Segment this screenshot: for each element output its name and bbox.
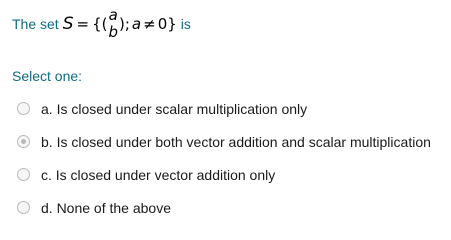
option-c-label[interactable]: c. Is closed under vector addition only: [41, 166, 276, 183]
vector-top-entry: a: [108, 6, 118, 24]
radio-button-a[interactable]: [17, 102, 30, 115]
question-suffix: is: [180, 16, 191, 32]
select-one-label: Select one:: [12, 68, 83, 84]
option-a[interactable]: [17, 92, 431, 125]
option-c[interactable]: [17, 158, 431, 191]
equals-sign: =: [76, 15, 90, 33]
condition-variable: a: [131, 15, 142, 33]
radio-button-b[interactable]: [17, 135, 30, 148]
option-d-label[interactable]: d. None of the above: [41, 199, 171, 216]
column-vector: [108, 8, 118, 40]
set-variable: S: [62, 14, 74, 34]
radio-button-c[interactable]: [17, 168, 30, 181]
set-condition: [132, 15, 177, 33]
option-b-label[interactable]: b. Is closed under both vector addition and scalar multiplication: [41, 133, 431, 150]
option-a-label[interactable]: a. Is closed under scalar multiplication only: [41, 100, 308, 117]
option-d[interactable]: [17, 191, 431, 224]
radio-button-d[interactable]: [17, 201, 30, 214]
condition-value: 0}: [157, 15, 177, 33]
set-close-paren: );: [119, 15, 130, 33]
vector-bottom-entry: b: [108, 23, 119, 41]
option-b[interactable]: [17, 125, 431, 158]
question-text: [12, 2, 191, 46]
set-open-brace: {(: [92, 15, 108, 33]
answer-options: [17, 92, 431, 224]
set-definition: [63, 8, 177, 40]
question-prefix: The set: [12, 16, 59, 32]
not-equal-sign: ≠: [143, 15, 156, 33]
